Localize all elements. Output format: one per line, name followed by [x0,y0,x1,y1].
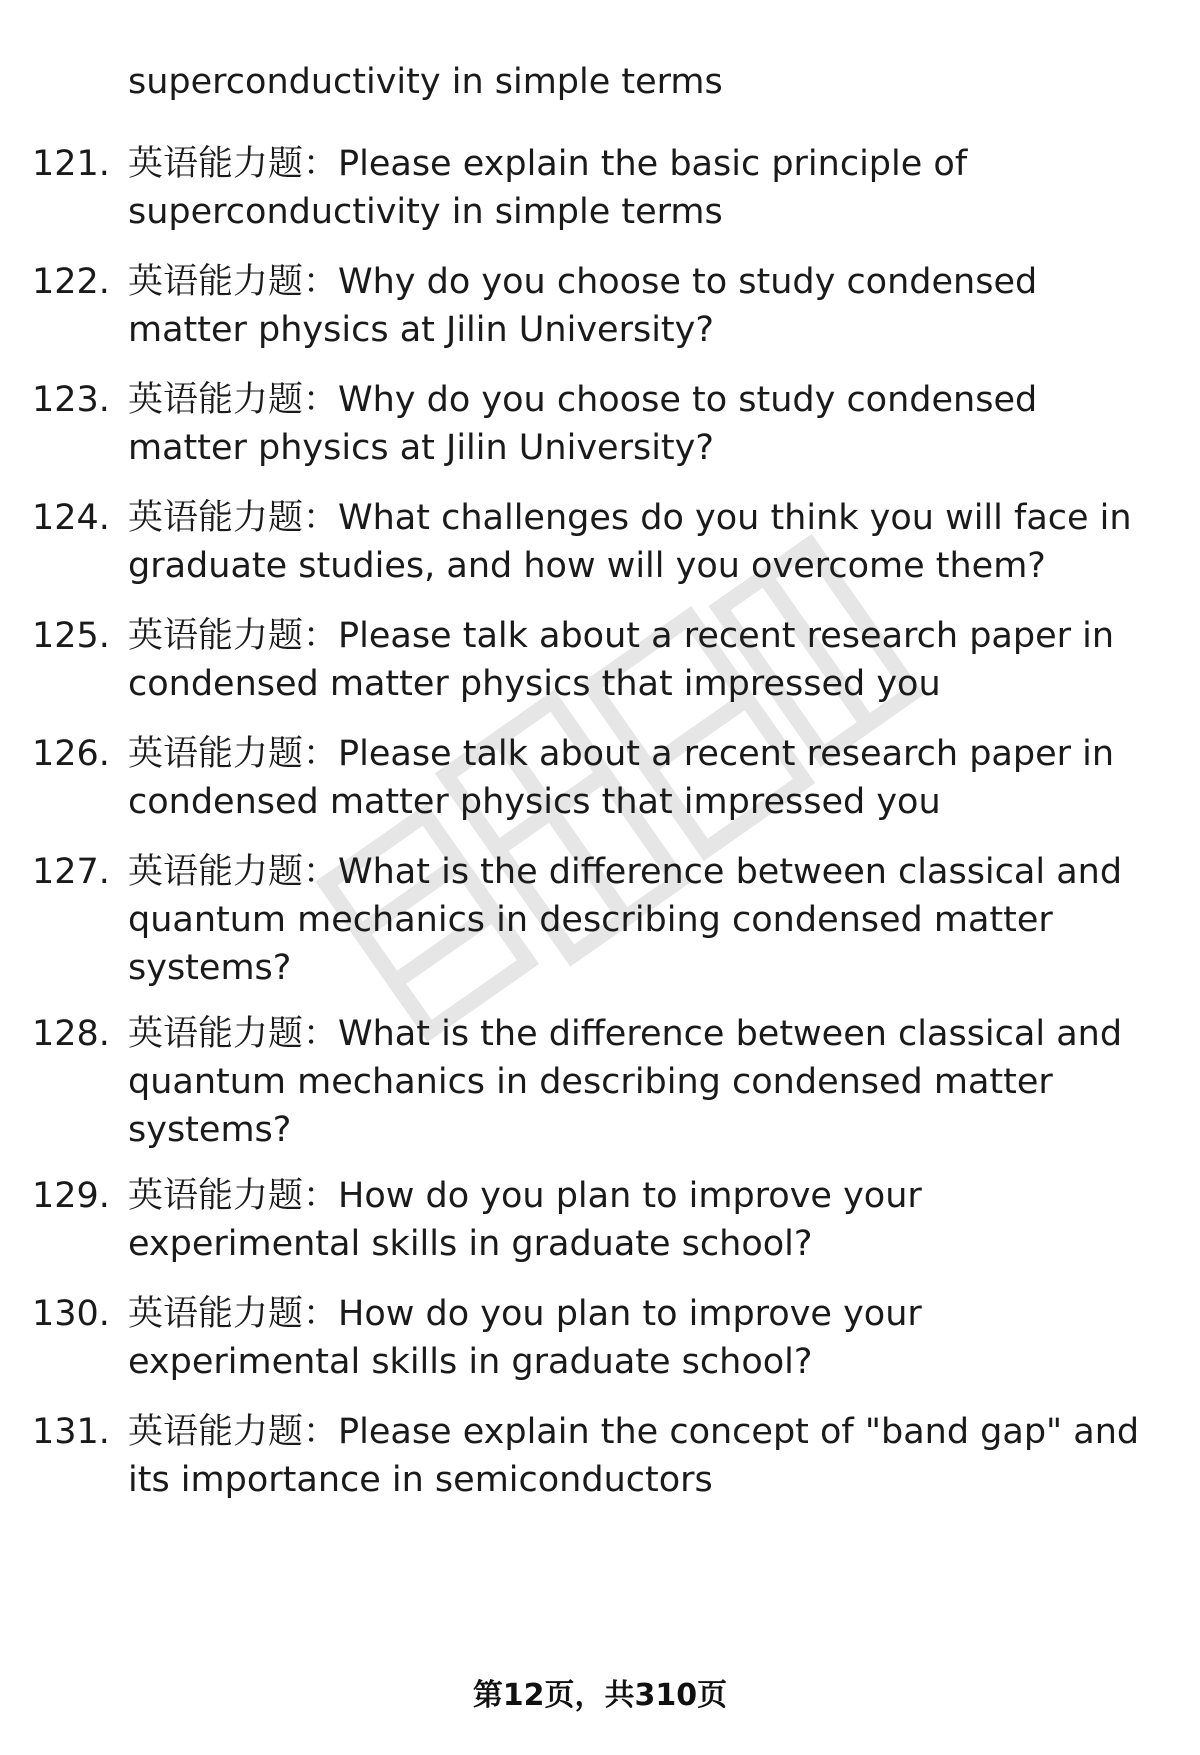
question-text: Please talk about a recent research paper in condensed matter physics that impressed you [128,734,1115,822]
question-text: What challenges do you think you will face in graduate studies, and how will you overcome them? [128,498,1132,586]
question-body [128,848,1148,992]
page-footer: 第12页，共310页 [472,1678,728,1713]
question-item [0,1408,1200,1504]
question-text: Please talk about a recent research paper in condensed matter physics that impressed you [128,616,1115,704]
question-text: What is the difference between classical and quantum mechanics in describing condensed matter systems? [128,1014,1123,1150]
question-number: 127. [32,852,110,892]
question-number: 121. [32,144,110,184]
question-number: 128. [32,1014,110,1054]
question-text: How do you plan to improve your experimental skills in graduate school? [128,1176,922,1264]
question-item [0,1290,1200,1386]
question-number: 125. [32,616,110,656]
question-body [128,140,1148,236]
question-body [128,612,1148,708]
question-category-tag: 英语能力题： [128,144,339,184]
question-text: Why do you choose to study condensed matter physics at Jilin University? [128,380,1038,468]
question-text: How do you plan to improve your experimental skills in graduate school? [128,1294,922,1382]
question-category-tag: 英语能力题： [128,734,339,774]
question-body [128,730,1148,826]
question-body [128,1172,1148,1268]
question-item [0,494,1200,590]
question-category-tag: 英语能力题： [128,380,339,420]
question-number: 131. [32,1412,110,1452]
question-number: 129. [32,1176,110,1216]
question-item [0,1172,1200,1268]
question-text: Why do you choose to study condensed matter physics at Jilin University? [128,262,1038,350]
question-item [0,376,1200,472]
question-body [128,1408,1148,1504]
question-item [0,730,1200,826]
question-category-tag: 英语能力题： [128,1176,339,1216]
question-body [128,376,1148,472]
question-text: Please explain the basic principle of superconductivity in simple terms [128,144,968,232]
question-category-tag: 英语能力题： [128,262,339,302]
question-category-tag: 英语能力题： [128,498,339,538]
question-number: 126. [32,734,110,774]
question-category-tag: 英语能力题： [128,616,339,656]
question-body [128,494,1148,590]
question-item [0,848,1200,992]
question-category-tag: 英语能力题： [128,1014,339,1054]
question-category-tag: 英语能力题： [128,852,339,892]
question-text: Please explain the concept of "band gap" and its importance in semiconductors [128,1412,1140,1500]
question-number: 123. [32,380,110,420]
question-number: 130. [32,1294,110,1334]
question-item [0,140,1200,236]
question-category-tag: 英语能力题： [128,1294,339,1334]
question-item [0,612,1200,708]
question-body [128,1290,1148,1386]
question-number: 122. [32,262,110,302]
question-category-tag: 英语能力题： [128,1412,339,1452]
question-item [0,1010,1200,1154]
question-text: What is the difference between classical and quantum mechanics in describing condensed matter systems? [128,852,1123,988]
question-body [128,258,1148,354]
question-body [128,1010,1148,1154]
question-number: 124. [32,498,110,538]
continued-question-text: superconductivity in simple terms [128,62,723,102]
question-item [0,258,1200,354]
